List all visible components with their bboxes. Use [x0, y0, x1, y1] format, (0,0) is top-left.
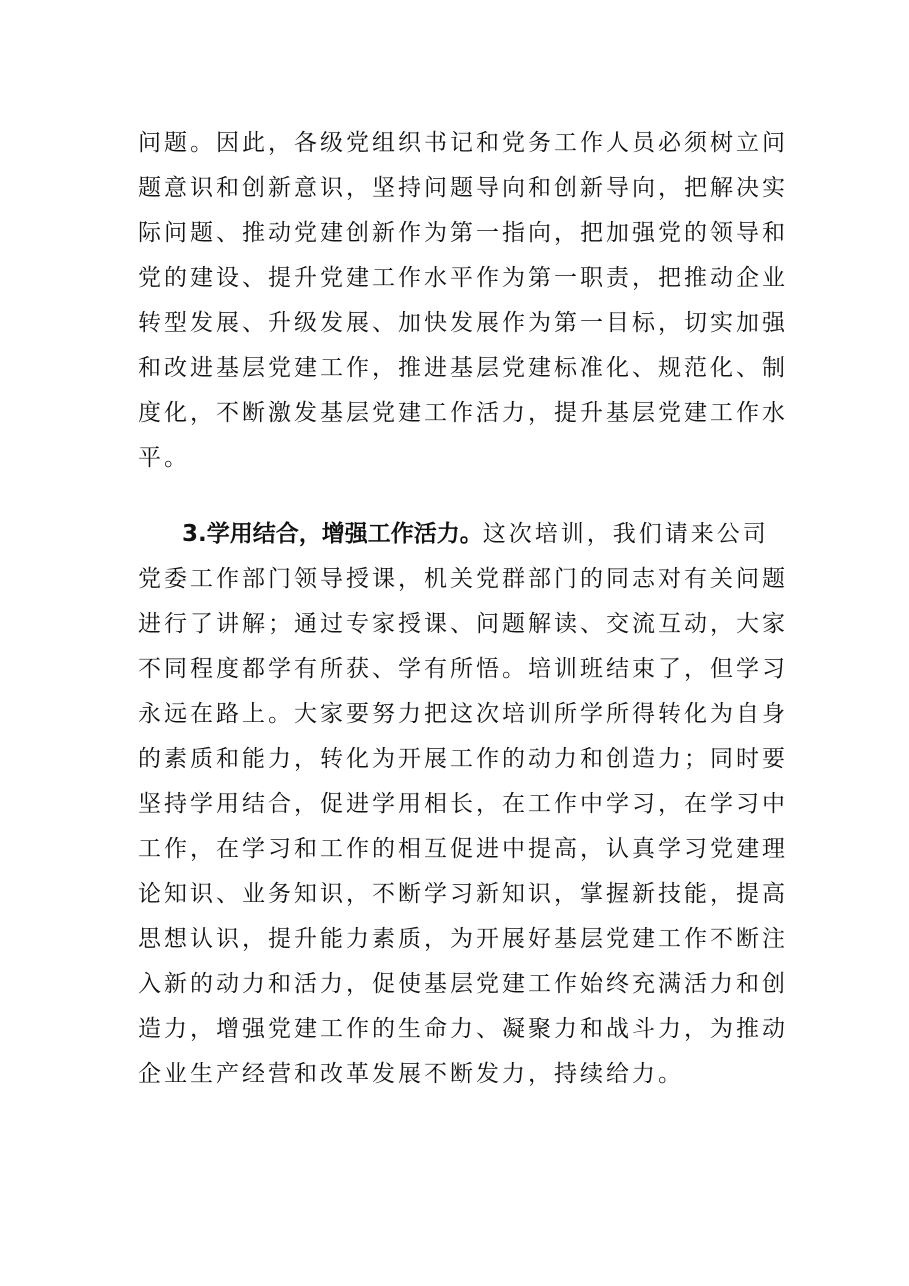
- paragraph-line: 坚持学用结合，促进学用相长，在工作中学习，在学习中: [138, 791, 788, 817]
- paragraph-line: 进行了讲解；通过专家授课、问题解读、交流互动，大家: [138, 611, 788, 637]
- paragraph-line: 工作，在学习和工作的相互促进中提高，认真学习党建理: [138, 836, 788, 862]
- paragraph-line: 思想认识，提升能力素质，为开展好基层党建工作不断注: [138, 926, 788, 952]
- paragraph-first-line: [182, 519, 769, 549]
- paragraph-line: 入新的动力和活力，促使基层党建工作始终充满活力和创: [138, 971, 788, 997]
- paragraph-line: 的素质和能力，转化为开展工作的动力和创造力；同时要: [138, 746, 788, 772]
- paragraph-line: 转型发展、升级发展、加快发展作为第一目标，切实加强: [138, 310, 788, 336]
- paragraph-line: 企业生产经营和改革发展不断发力，持续给力。: [138, 1061, 684, 1087]
- paragraph-line: 论知识、业务知识，不断学习新知识，掌握新技能，提高: [138, 881, 788, 907]
- paragraph-line: 平。: [138, 445, 190, 471]
- paragraph-line: 际问题、推动党建创新作为第一指向，把加强党的领导和: [138, 220, 788, 246]
- paragraph-line: 造力，增强党建工作的生命力、凝聚力和战斗力，为推动: [138, 1016, 788, 1042]
- paragraph-line: 和改进基层党建工作，推进基层党建标准化、规范化、制: [138, 355, 788, 381]
- paragraph-line: 题意识和创新意识，坚持问题导向和创新导向，把解决实: [138, 175, 788, 201]
- paragraph-line: 党委工作部门领导授课，机关党群部门的同志对有关问题: [138, 566, 788, 592]
- paragraph-line: 党的建设、提升党建工作水平作为第一职责，把推动企业: [138, 265, 788, 291]
- paragraph-line: 永远在路上。大家要努力把这次培训所学所得转化为自身: [138, 701, 788, 727]
- paragraph-text: 这次培训，我们请来公司: [482, 521, 769, 547]
- paragraph-line: 不同程度都学有所获、学有所悟。培训班结束了，但学习: [138, 656, 788, 682]
- paragraph-line: 问题。因此，各级党组织书记和党务工作人员必须树立问: [138, 130, 788, 156]
- section-heading: 3.学用结合，增强工作活力。: [182, 521, 483, 547]
- paragraph-line: 度化，不断激发基层党建工作活力，提升基层党建工作水: [138, 400, 788, 426]
